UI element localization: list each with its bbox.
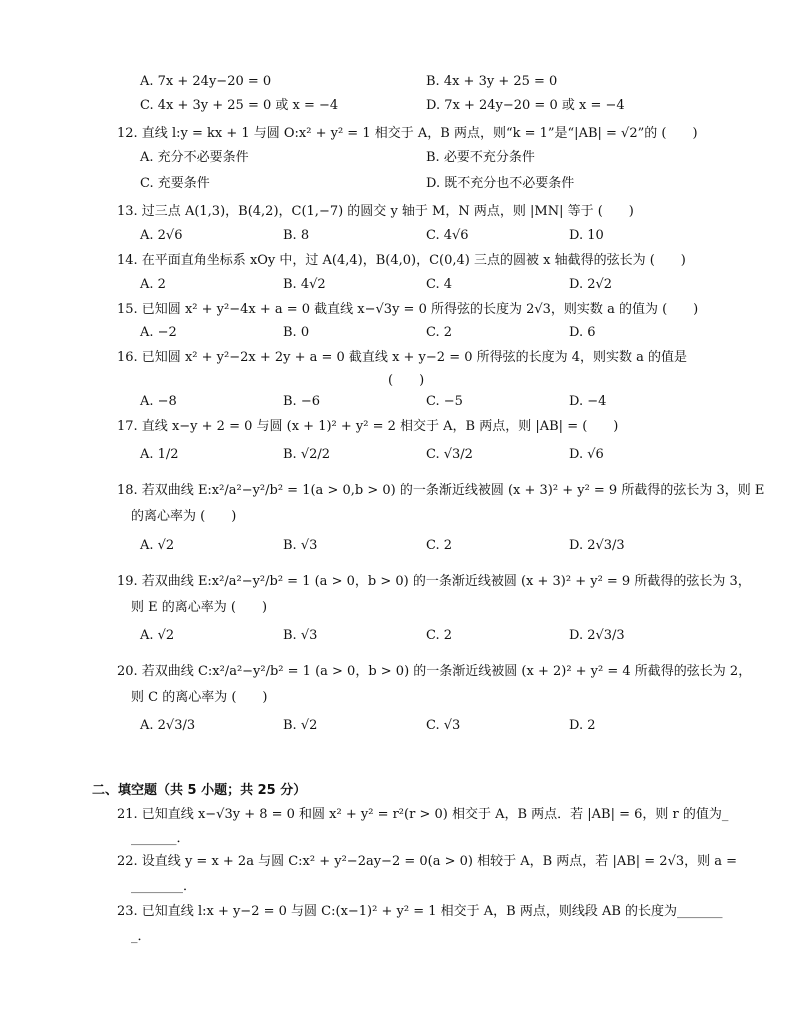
q11-option-d: D. 7x + 24y−20 = 0 或 x = −4 xyxy=(426,98,625,113)
q17-option-b: B. √2/2 xyxy=(283,447,331,462)
q22-stem-line2: ________． xyxy=(131,879,197,894)
q12-option-d: D. 既不充分也不必要条件 xyxy=(426,176,575,191)
q12-option-a: A. 充分不必要条件 xyxy=(140,150,249,165)
q16-stem: 16. 已知圆 x² + y²−2x + 2y + a = 0 截直线 x + y−2 = 0 所得弦的长度为 4，则实数 a 的值是 xyxy=(117,350,688,365)
q15-option-a: A. −2 xyxy=(140,325,177,340)
q17-option-d: D. √6 xyxy=(569,447,604,462)
q13-option-d: D. 10 xyxy=(569,228,604,243)
q13-option-c: C. 4√6 xyxy=(426,228,469,243)
q18-option-b: B. √3 xyxy=(283,538,318,553)
q17-stem: 17. 直线 x−y + 2 = 0 与圆 (x + 1)² + y² = 2 相交于 A，B 两点，则 |AB| = ( ) xyxy=(117,419,619,434)
q20-stem-line1: 20. 若双曲线 C:x²/a²−y²/b² = 1 (a > 0，b > 0) 的一条渐近线被圆 (x + 2)² + y² = 4 所截得的弦长为 2， xyxy=(117,664,752,679)
q18-stem-line2: 的离心率为 ( ) xyxy=(131,509,237,524)
q16-answer-paren: ( ) xyxy=(388,373,425,388)
q16-option-d: D. −4 xyxy=(569,394,607,409)
q23-stem-line2: _． xyxy=(131,929,151,944)
q12-option-c: C. 充要条件 xyxy=(140,176,210,191)
q20-option-d: D. 2 xyxy=(569,718,596,733)
q20-stem-line2: 则 C 的离心率为 ( ) xyxy=(131,690,268,705)
q12-stem: 12. 直线 l:y = kx + 1 与圆 O:x² + y² = 1 相交于 A，B 两点，则“k = 1”是“|AB| = √2”的 ( ) xyxy=(117,126,698,141)
q18-option-a: A. √2 xyxy=(140,538,175,553)
q21-stem-line2: _______． xyxy=(131,831,190,846)
q17-option-a: A. 1/2 xyxy=(140,447,179,462)
q12-option-b: B. 必要不充分条件 xyxy=(426,150,535,165)
q14-option-d: D. 2√2 xyxy=(569,277,613,292)
q15-option-b: B. 0 xyxy=(283,325,310,340)
q16-option-c: C. −5 xyxy=(426,394,463,409)
q14-option-b: B. 4√2 xyxy=(283,277,326,292)
q19-option-c: C. 2 xyxy=(426,628,453,643)
q15-stem: 15. 已知圆 x² + y²−4x + a = 0 截直线 x−√3y = 0 所得弦的长度为 2√3，则实数 a 的值为 ( ) xyxy=(117,302,699,317)
q15-option-c: C. 2 xyxy=(426,325,453,340)
q19-option-d: D. 2√3/3 xyxy=(569,628,625,643)
q23-stem-line1: 23. 已知直线 l:x + y−2 = 0 与圆 C:(x−1)² + y² = 1 相交于 A，B 两点，则线段 AB 的长度为_______ xyxy=(117,904,723,919)
q19-stem-line1: 19. 若双曲线 E:x²/a²−y²/b² = 1 (a > 0，b > 0) 的一条渐近线被圆 (x + 3)² + y² = 9 所截得的弦长为 3， xyxy=(117,574,751,589)
q11-option-b: B. 4x + 3y + 25 = 0 xyxy=(426,74,558,89)
q21-stem-line1: 21. 已知直线 x−√3y + 8 = 0 和圆 x² + y² = r²(r > 0) 相交于 A，B 两点．若 |AB| = 6，则 r 的值为_ xyxy=(117,807,729,822)
q11-option-a: A. 7x + 24y−20 = 0 xyxy=(140,74,272,89)
q13-option-b: B. 8 xyxy=(283,228,310,243)
q19-stem-line2: 则 E 的离心率为 ( ) xyxy=(131,600,268,615)
q11-option-c: C. 4x + 3y + 25 = 0 或 x = −4 xyxy=(140,98,339,113)
q13-stem: 13. 过三点 A(1,3)，B(4,2)，C(1,−7) 的圆交 y 轴于 M，N 两点，则 |MN| 等于 ( ) xyxy=(117,204,634,219)
q14-option-a: A. 2 xyxy=(140,277,166,292)
q22-stem-line1: 22. 设直线 y = x + 2a 与圆 C:x² + y²−2ay−2 = 0(a > 0) 相较于 A，B 两点，若 |AB| = 2√3，则 a = xyxy=(117,854,738,869)
section-heading-fill-in: 二、填空题（共 5 小题；共 25 分） xyxy=(92,783,307,798)
q18-stem-line1: 18. 若双曲线 E:x²/a²−y²/b² = 1(a > 0,b > 0) 的一条渐近线被圆 (x + 3)² + y² = 9 所截得的弦长为 3，则 E xyxy=(117,483,765,498)
q20-option-c: C. √3 xyxy=(426,718,461,733)
q16-option-a: A. −8 xyxy=(140,394,177,409)
q13-option-a: A. 2√6 xyxy=(140,228,183,243)
q19-option-b: B. √3 xyxy=(283,628,318,643)
q18-option-c: C. 2 xyxy=(426,538,453,553)
q20-option-a: A. 2√3/3 xyxy=(140,718,196,733)
q14-option-c: C. 4 xyxy=(426,277,453,292)
q20-option-b: B. √2 xyxy=(283,718,318,733)
q16-option-b: B. −6 xyxy=(283,394,320,409)
q19-option-a: A. √2 xyxy=(140,628,175,643)
q17-option-c: C. √3/2 xyxy=(426,447,473,462)
q15-option-d: D. 6 xyxy=(569,325,596,340)
q14-stem: 14. 在平面直角坐标系 xOy 中，过 A(4,4)，B(4,0)，C(0,4) 三点的圆被 x 轴截得的弦长为 ( ) xyxy=(117,253,686,268)
q18-option-d: D. 2√3/3 xyxy=(569,538,625,553)
